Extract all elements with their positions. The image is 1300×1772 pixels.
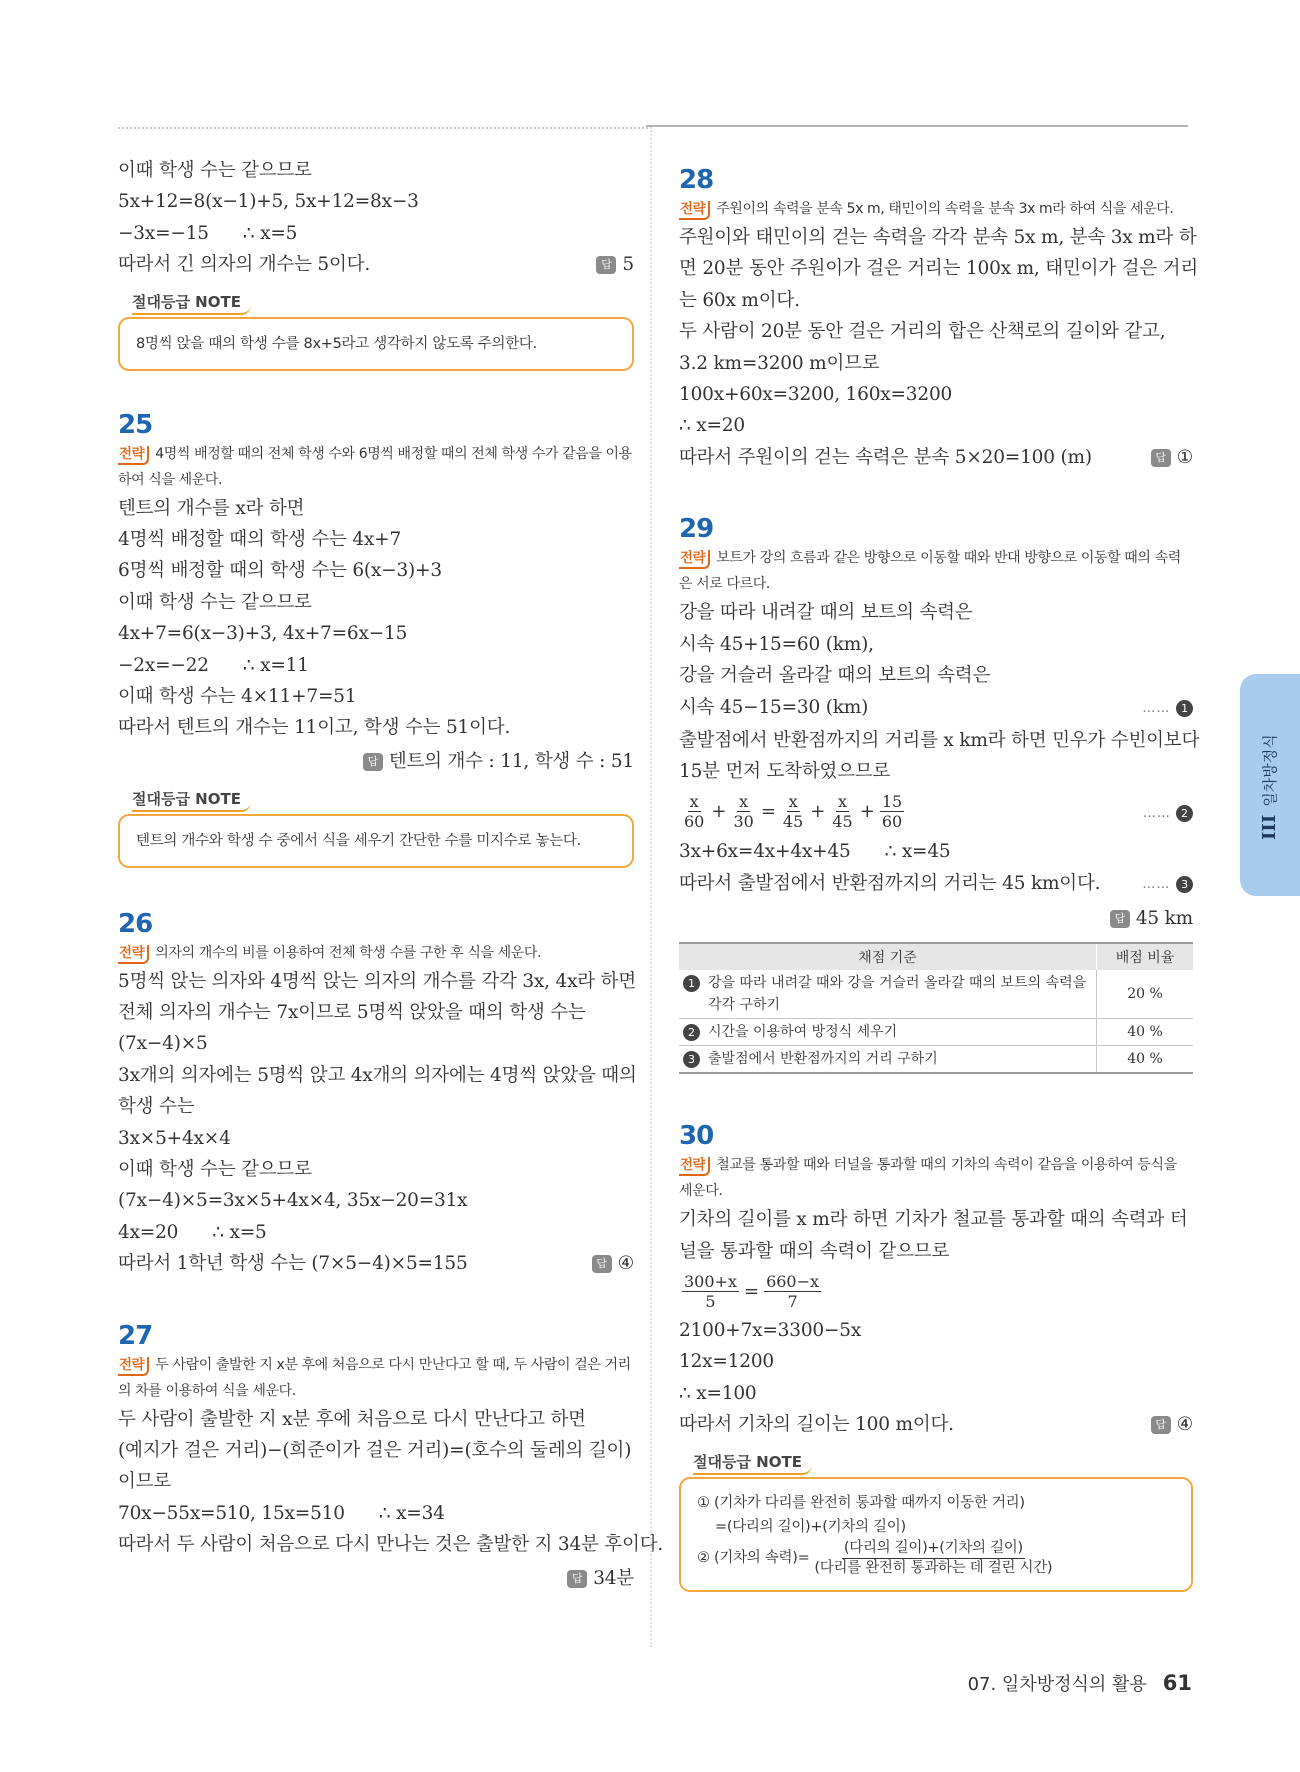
column-header: 채점 기준 bbox=[679, 943, 1097, 970]
result: ∴ x=5 bbox=[242, 222, 298, 244]
leader-dots: …… bbox=[1142, 701, 1171, 717]
fraction bbox=[764, 1272, 821, 1311]
problem-number: 28 bbox=[679, 165, 714, 195]
problem-28 bbox=[679, 164, 1199, 473]
step-row bbox=[679, 691, 1193, 724]
right-column bbox=[679, 155, 1200, 1592]
result: ∴ x=11 bbox=[242, 654, 309, 676]
table-row bbox=[679, 1046, 1193, 1074]
solve-line bbox=[118, 218, 634, 249]
denominator: 45 bbox=[832, 812, 853, 832]
solve-line bbox=[118, 650, 634, 681]
numerator: x bbox=[739, 792, 749, 812]
strategy-text: 4명씩 배정할 때의 전체 학생 수와 6명씩 배정할 때의 전체 학생 수가 같음을 이용하여 식을 세운다. bbox=[118, 445, 632, 488]
strategy-text: 보트가 강의 흐름과 같은 방향으로 이동할 때와 반대 방향으로 이동할 때의 속력은 서로 다르다. bbox=[679, 550, 1181, 593]
denominator: 60 bbox=[881, 812, 903, 832]
plus-sign: + bbox=[859, 801, 875, 823]
step-marker bbox=[1143, 802, 1193, 822]
strategy-tag: 전략 bbox=[679, 1157, 710, 1176]
strategy bbox=[118, 940, 634, 966]
problem-number: 26 bbox=[118, 908, 153, 939]
top-rule-left bbox=[118, 127, 648, 129]
strategy bbox=[679, 1152, 1193, 1204]
text-line: 두 사람이 출발한 지 x분 후에 처음으로 다시 만난다고 하면 bbox=[118, 1408, 586, 1430]
step-1-icon: 1 bbox=[1176, 700, 1193, 717]
numerator: 300+x bbox=[684, 1271, 737, 1291]
strategy bbox=[679, 545, 1193, 597]
criterion-text: 강을 따라 내려갈 때와 강을 거슬러 올라갈 때의 보트의 속력을 각각 구하기 bbox=[708, 975, 1087, 1014]
numerator: (다리의 길이)+(기차의 길이) bbox=[842, 1539, 1025, 1559]
step-1-line: 시속 45−15=30 (km) bbox=[679, 697, 869, 719]
answer bbox=[1151, 1409, 1193, 1440]
equals-sign: = bbox=[743, 1280, 760, 1302]
problem-27 bbox=[118, 1320, 664, 1595]
text-line: 학생 수는 bbox=[118, 1096, 195, 1118]
strategy-text: 주원이의 속력을 분속 5x m, 태민이의 속력을 분속 3x m라 하여 식을 세운다. bbox=[716, 201, 1174, 217]
top-rule-right bbox=[646, 125, 1188, 127]
note-title: 절대등급 NOTE bbox=[132, 291, 251, 315]
strategy bbox=[679, 196, 1193, 222]
text-line: 이때 학생 수는 같으므로 bbox=[118, 591, 312, 613]
answer-value: 34분 bbox=[593, 1567, 634, 1589]
text-line: 강을 따라 내려갈 때의 보트의 속력은 bbox=[679, 602, 973, 624]
conclusion-row bbox=[679, 1409, 1193, 1440]
chapter-roman-numeral: III bbox=[1259, 814, 1280, 840]
numerator: x bbox=[689, 792, 699, 812]
problem-29 bbox=[679, 513, 1200, 1074]
text-line: (7x−4)×5=3x×5+4x×4, 35x−20=31x bbox=[118, 1190, 468, 1212]
note-box bbox=[679, 1477, 1193, 1592]
answer-value: 45 km bbox=[1135, 907, 1193, 929]
note-box: 텐트의 개수와 학생 수 중에서 식을 세우기 간단한 수를 미지수로 놓는다. bbox=[118, 814, 634, 868]
table-header-row bbox=[679, 943, 1193, 970]
strategy bbox=[118, 1352, 634, 1404]
leader-dots: …… bbox=[1142, 877, 1171, 893]
strategy-tag: 전략 bbox=[679, 550, 710, 569]
text-line: 이므로 bbox=[118, 1471, 172, 1493]
fraction bbox=[880, 792, 904, 831]
equation: 70x−55x=510, 15x=510 bbox=[118, 1502, 345, 1524]
step-1-icon: 1 bbox=[683, 975, 700, 992]
note-line: =(다리의 길이)+(기차의 길이) bbox=[715, 1518, 906, 1535]
chapter-title: 07. 일차방정식의 활용 bbox=[967, 1674, 1147, 1695]
equation: 3x+6x=4x+4x+45 bbox=[679, 840, 851, 862]
text-line: 4명씩 배정할 때의 학생 수는 4x+7 bbox=[118, 529, 402, 551]
numerator: 15 bbox=[881, 792, 903, 812]
text-line: 기차의 길이를 x m라 하면 기차가 철교를 통과할 때의 속력과 터 bbox=[679, 1209, 1188, 1231]
text-line: 15분 먼저 도착하였으므로 bbox=[679, 761, 891, 783]
step-2-icon: 2 bbox=[1176, 805, 1193, 822]
problem-30 bbox=[679, 1120, 1193, 1591]
answer-row bbox=[118, 744, 634, 778]
text-line: 6명씩 배정할 때의 학생 수는 6(x−3)+3 bbox=[118, 560, 442, 582]
text-line: 시속 45+15=60 (km), bbox=[679, 633, 874, 655]
conclusion: 따라서 긴 의자의 개수는 5이다. bbox=[118, 254, 371, 276]
conclusion-row bbox=[679, 442, 1193, 473]
answer-badge-icon: 답 bbox=[592, 1255, 612, 1273]
text-line: 주원이와 태민이의 걷는 속력을 각각 분속 5x m, 분속 3x m라 하 bbox=[679, 227, 1197, 248]
text-line: 5명씩 앉는 의자와 4명씩 앉는 의자의 개수를 각각 3x, 4x라 하면 bbox=[118, 970, 636, 992]
conclusion: 따라서 두 사람이 처음으로 다시 만나는 것은 출발한 지 34분 후이다. bbox=[118, 1534, 664, 1556]
text-line: (예지가 걸은 거리)−(희준이가 걸은 거리)=(호수의 둘레의 길이) bbox=[118, 1440, 632, 1462]
step-2-icon: 2 bbox=[683, 1024, 700, 1041]
text-line: 3.2 km=3200 m이므로 bbox=[679, 352, 880, 374]
fraction bbox=[830, 792, 854, 831]
conclusion: 따라서 기차의 길이는 100 m이다. bbox=[679, 1414, 954, 1436]
strategy bbox=[118, 441, 634, 493]
denominator: 30 bbox=[733, 812, 754, 832]
text-line: ∴ x=100 bbox=[679, 1382, 757, 1404]
percent-cell: 40 % bbox=[1097, 1019, 1194, 1046]
chapter-side-tab-label bbox=[1259, 734, 1280, 840]
denominator: 7 bbox=[787, 1291, 798, 1311]
answer-badge-icon: 답 bbox=[1110, 910, 1130, 928]
note-line bbox=[697, 1539, 1175, 1578]
text-line: 3x×5+4x×4 bbox=[118, 1127, 231, 1149]
grading-table bbox=[679, 942, 1193, 1074]
step-marker bbox=[1142, 867, 1193, 900]
answer-badge-icon: 답 bbox=[596, 256, 616, 274]
answer bbox=[567, 1563, 634, 1594]
problem-number: 27 bbox=[118, 1320, 153, 1351]
equals-sign: = bbox=[760, 801, 776, 823]
text-line: 4x+7=6(x−3)+3, 4x+7=6x−15 bbox=[118, 623, 408, 645]
table-row bbox=[679, 1019, 1193, 1046]
text-line: 강을 거슬러 올라갈 때의 보트의 속력은 bbox=[679, 665, 991, 687]
numerator: x bbox=[838, 792, 848, 812]
result: ∴ x=45 bbox=[884, 840, 951, 862]
page-number: 61 bbox=[1162, 1671, 1192, 1695]
text-line: ∴ x=20 bbox=[679, 415, 745, 437]
answer-value: ④ bbox=[1176, 1414, 1193, 1436]
criterion-text: 출발점에서 반환점까지의 거리 구하기 bbox=[708, 1051, 938, 1068]
fraction-equation bbox=[679, 1272, 824, 1311]
fraction bbox=[781, 792, 805, 831]
strategy-tag: 전략 bbox=[118, 1357, 149, 1376]
text-line: 텐트의 개수를 x라 하면 bbox=[118, 497, 305, 519]
numerator: x bbox=[788, 792, 798, 812]
note-box: 8명씩 앉을 때의 학생 수를 8x+5라고 생각하지 않도록 주의한다. bbox=[118, 317, 634, 371]
criterion-text: 시간을 이용하여 방정식 세우기 bbox=[708, 1024, 898, 1041]
text-line: 이때 학생 수는 같으므로 bbox=[118, 160, 312, 181]
text-line: 12x=1200 bbox=[679, 1351, 774, 1373]
column-header: 배점 비율 bbox=[1097, 943, 1194, 970]
equation: 4x=20 bbox=[118, 1221, 179, 1243]
text-line: 는 60x m이다. bbox=[679, 289, 800, 311]
result: ∴ x=34 bbox=[378, 1502, 445, 1524]
criterion-cell bbox=[679, 1019, 1097, 1046]
solve-line bbox=[679, 836, 1193, 867]
answer bbox=[592, 1248, 634, 1279]
fraction bbox=[812, 1539, 1054, 1578]
answer-row bbox=[118, 1561, 634, 1595]
step-marker bbox=[1142, 691, 1193, 724]
strategy-text: 두 사람이 출발한 지 x분 후에 처음으로 다시 만난다고 할 때, 두 사람이 걸은 거리의 차를 이용하여 식을 세운다. bbox=[118, 1356, 631, 1399]
criterion-cell bbox=[679, 970, 1097, 1019]
problem-25 bbox=[118, 409, 634, 868]
fraction-equation bbox=[679, 792, 907, 831]
note-lhs: ② (기차의 속력)= bbox=[697, 1550, 810, 1567]
answer-value: 5 bbox=[622, 254, 634, 276]
conclusion-row bbox=[118, 1248, 634, 1279]
intro-solution bbox=[118, 155, 634, 371]
left-column bbox=[118, 155, 664, 1594]
text-line: 2100+7x=3300−5x bbox=[679, 1320, 862, 1342]
note-line: ① (기차가 다리를 완전히 통과할 때까지 이동한 거리) bbox=[697, 1494, 1025, 1511]
numerator: 660−x bbox=[766, 1271, 820, 1291]
answer-badge-icon: 답 bbox=[1151, 1416, 1171, 1434]
page-footer bbox=[968, 1670, 1192, 1696]
fraction bbox=[682, 1272, 739, 1311]
fraction-equation-row bbox=[679, 788, 1193, 836]
step-row bbox=[679, 867, 1193, 900]
denominator: 60 bbox=[684, 812, 705, 832]
problem-number: 30 bbox=[679, 1121, 714, 1152]
text-line: (7x−4)×5 bbox=[118, 1033, 208, 1055]
step-3-icon: 3 bbox=[1176, 876, 1193, 893]
answer bbox=[1110, 903, 1193, 934]
fraction bbox=[682, 792, 706, 831]
answer-value: ① bbox=[1176, 446, 1193, 468]
conclusion: 따라서 출발점에서 반환점까지의 거리는 45 km이다. bbox=[679, 873, 1101, 895]
note-title: 절대등급 NOTE bbox=[693, 1451, 812, 1475]
plus-sign: + bbox=[711, 801, 727, 823]
note-title: 절대등급 NOTE bbox=[132, 788, 251, 812]
answer-badge-icon: 답 bbox=[1151, 449, 1171, 467]
text-line: 100x+60x=3200, 160x=3200 bbox=[679, 384, 953, 406]
equation: −2x=−22 bbox=[118, 654, 209, 676]
text-line: 이때 학생 수는 4×11+7=51 bbox=[118, 686, 357, 708]
strategy-text: 철교를 통과할 때와 터널을 통과할 때의 기차의 속력이 같음을 이용하여 등식을 세운다. bbox=[679, 1157, 1177, 1200]
answer bbox=[363, 746, 634, 777]
text-line: 이때 학생 수는 같으므로 bbox=[118, 1159, 312, 1181]
fraction bbox=[731, 792, 755, 831]
answer-badge-icon: 답 bbox=[363, 753, 383, 771]
text-line: 두 사람이 20분 동안 걸은 거리의 합은 산책로의 길이와 같고, bbox=[679, 321, 1166, 343]
text-line: 출발점에서 반환점까지의 거리를 x km라 하면 민우가 수빈이보다 bbox=[679, 729, 1200, 751]
answer bbox=[1151, 442, 1193, 473]
result: ∴ x=5 bbox=[212, 1221, 267, 1243]
conclusion: 따라서 1학년 학생 수는 (7×5−4)×5=155 bbox=[118, 1253, 468, 1275]
denominator: 5 bbox=[705, 1291, 716, 1311]
percent-cell: 20 % bbox=[1097, 970, 1194, 1019]
equation: −3x=−15 bbox=[118, 222, 209, 244]
strategy-tag: 전략 bbox=[118, 446, 149, 465]
conclusion: 따라서 주원이의 걷는 속력은 분속 5×20=100 (m) bbox=[679, 446, 1092, 468]
solve-line bbox=[118, 1217, 634, 1248]
step-3-icon: 3 bbox=[683, 1051, 700, 1068]
plus-sign: + bbox=[810, 801, 826, 823]
text-line: 면 20분 동안 주원이가 걸은 거리는 100x m, 태민이가 걸은 거리 bbox=[679, 258, 1199, 280]
problem-number: 29 bbox=[679, 514, 714, 545]
leader-dots: …… bbox=[1142, 805, 1171, 821]
denominator: (다리를 완전히 통과하는 데 걸린 시간) bbox=[814, 1559, 1053, 1576]
column-divider bbox=[650, 127, 652, 1647]
conclusion-row bbox=[118, 249, 634, 280]
answer-value: ④ bbox=[617, 1253, 634, 1275]
percent-cell: 40 % bbox=[1097, 1046, 1194, 1074]
criterion-cell bbox=[679, 1046, 1097, 1074]
text-line: 3x개의 의자에는 5명씩 앉고 4x개의 의자에는 4명씩 앉았을 때의 bbox=[118, 1064, 637, 1086]
text-line: 따라서 텐트의 개수는 11이고, 학생 수는 51이다. bbox=[118, 717, 511, 739]
answer bbox=[596, 249, 634, 280]
strategy-tag: 전략 bbox=[118, 945, 149, 964]
chapter-name: 일차방정식 bbox=[1261, 734, 1279, 807]
text-line: 전체 의자의 개수는 7x이므로 5명씩 앉았을 때의 학생 수는 bbox=[118, 1001, 586, 1023]
strategy-text: 의자의 개수의 비를 이용하여 전체 학생 수를 구한 후 식을 세운다. bbox=[155, 944, 542, 961]
denominator: 45 bbox=[782, 812, 804, 832]
problem-26 bbox=[118, 908, 637, 1280]
text-line: 5x+12=8(x−1)+5, 5x+12=8x−3 bbox=[118, 191, 419, 213]
answer-value: 텐트의 개수 : 11, 학생 수 : 51 bbox=[388, 751, 634, 773]
answer-badge-icon: 답 bbox=[567, 1570, 587, 1588]
answer-row bbox=[679, 901, 1193, 935]
solve-line bbox=[118, 1498, 634, 1529]
problem-number: 25 bbox=[118, 409, 153, 440]
text-line: 널을 통과할 때의 속력이 같으므로 bbox=[679, 1240, 950, 1262]
fraction-equation-row bbox=[679, 1267, 1193, 1315]
table-row bbox=[679, 970, 1193, 1019]
strategy-tag: 전략 bbox=[679, 201, 710, 220]
